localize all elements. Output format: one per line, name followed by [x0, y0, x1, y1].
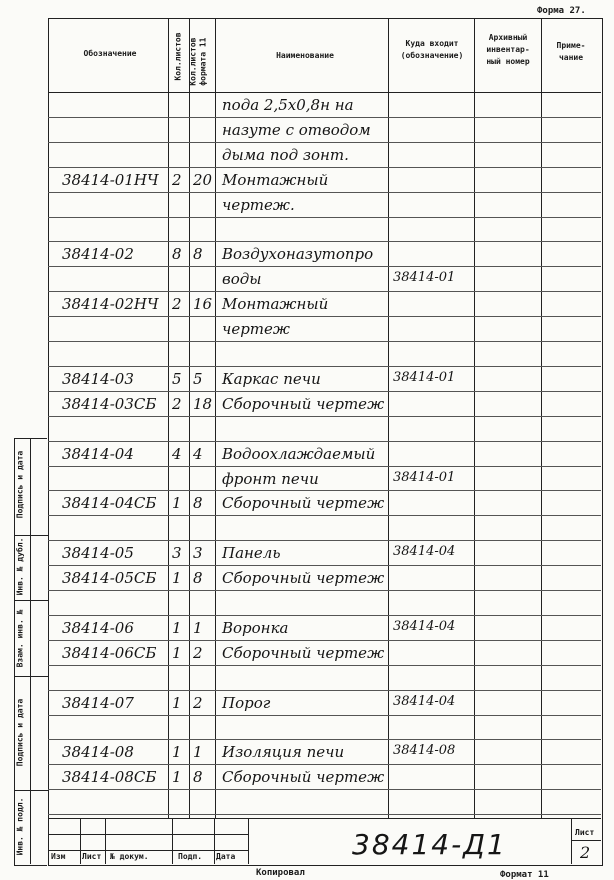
row-line	[48, 690, 601, 691]
row-line	[48, 764, 601, 765]
row-line	[48, 590, 601, 591]
row-format: 1	[193, 618, 203, 637]
row-name: Воронка	[222, 618, 289, 637]
tb-doc: № докум.	[110, 852, 149, 861]
title-block-top	[48, 818, 601, 819]
row-name: назуте с отводом	[222, 120, 371, 139]
row-designation: 38414-05	[62, 544, 134, 563]
row-line	[48, 217, 601, 218]
row-designation: 38414-03СБ	[62, 394, 157, 413]
tb-list: Лист	[82, 852, 102, 861]
row-designation: 38414-07	[62, 693, 134, 712]
side-label-inv-podl: Инв. № подл.	[15, 797, 25, 856]
row-line	[48, 441, 601, 442]
row-name: Монтажный	[222, 295, 329, 314]
col-divider	[189, 18, 190, 818]
row-line	[48, 739, 601, 740]
row-name: Изоляция печи	[222, 743, 345, 762]
row-name: фронт печи	[222, 469, 319, 488]
row-name: воды	[222, 270, 262, 289]
row-line	[48, 391, 601, 392]
header-note: Приме- чание	[556, 41, 586, 62]
row-line	[48, 715, 601, 716]
row-designation: 38414-03	[62, 369, 134, 388]
row-sheets: 1	[172, 618, 182, 637]
row-name: Сборочный чертеж	[222, 494, 385, 513]
row-line	[48, 540, 601, 541]
row-line	[48, 142, 601, 143]
tb-sheet-label: Лист	[575, 828, 595, 837]
row-designation: 38414-04	[62, 444, 134, 463]
header-archive: Архивный инвентар- ный номер	[486, 33, 530, 66]
footer-copied: Копировал	[256, 868, 305, 878]
form-label: Форма 27.	[537, 6, 586, 16]
row-where-used: 38414-08	[393, 743, 456, 759]
row-line	[48, 665, 601, 666]
col-divider	[541, 18, 542, 818]
row-format: 18	[193, 394, 213, 413]
row-line	[48, 515, 601, 516]
row-line	[48, 341, 601, 342]
header-sheets: Кол.листов	[173, 32, 183, 81]
row-name: Каркас печи	[222, 369, 321, 388]
row-format: 8	[193, 245, 203, 264]
row-name: дыма под зонт.	[222, 145, 349, 164]
row-line	[48, 789, 601, 790]
side-label-sign-date-2: Подпись и дата	[15, 698, 25, 767]
row-line	[48, 167, 601, 168]
tb-col	[214, 818, 215, 864]
row-format: 8	[193, 494, 203, 513]
row-name: чертеж.	[222, 195, 295, 214]
row-designation: 38414-06	[62, 618, 134, 637]
row-sheets: 1	[172, 743, 182, 762]
row-line	[48, 366, 601, 367]
header-name: Наименование	[276, 51, 334, 60]
row-designation: 38414-01НЧ	[62, 170, 159, 189]
row-where-used: 38414-04	[393, 618, 456, 634]
tb-col	[571, 818, 572, 864]
side-stamp-divider	[30, 438, 31, 864]
tb-col	[248, 818, 249, 864]
side-label-sign-date-1: Подпись и дата	[15, 450, 25, 519]
row-name: Сборочный чертеж	[222, 643, 385, 662]
row-where-used: 38414-04	[393, 693, 456, 709]
row-sheets: 2	[172, 394, 182, 413]
row-line	[48, 615, 601, 616]
row-sheets: 8	[172, 245, 182, 264]
row-format: 20	[193, 170, 213, 189]
footer-format: Формат 11	[500, 870, 549, 880]
row-format: 2	[193, 693, 203, 712]
row-designation: 38414-02НЧ	[62, 295, 159, 314]
row-line	[48, 490, 601, 491]
row-name: пода 2,5х0,8н на	[222, 96, 354, 114]
header-designation: Обозначение	[83, 49, 137, 58]
row-line	[48, 291, 601, 292]
row-sheets: 3	[172, 544, 182, 563]
tb-podp: Подп.	[178, 852, 203, 861]
col-divider	[168, 18, 169, 818]
tb-data: Дата	[216, 852, 236, 861]
tb-izm: Изм	[51, 852, 66, 861]
row-designation: 38414-06СБ	[62, 643, 157, 662]
row-line	[48, 117, 601, 118]
row-designation: 38414-04СБ	[62, 494, 157, 513]
tb-sheet-divider	[571, 840, 601, 841]
col-divider	[474, 18, 475, 818]
row-sheets: 5	[172, 369, 182, 388]
tb-sheet-value: 2	[580, 843, 591, 862]
tb-doc-number: 38414-Д1	[352, 828, 507, 861]
row-sheets: 1	[172, 494, 182, 513]
row-format: 5	[193, 369, 203, 388]
row-designation: 38414-08	[62, 743, 134, 762]
row-name: Монтажный	[222, 170, 329, 189]
row-name: чертеж	[222, 320, 290, 339]
row-line	[48, 466, 601, 467]
row-sheets: 2	[172, 170, 182, 189]
row-sheets: 2	[172, 295, 182, 314]
row-name: Панель	[222, 544, 281, 563]
title-block-divider	[48, 850, 248, 851]
row-where-used: 38414-01	[393, 369, 456, 385]
col-divider	[215, 18, 216, 818]
tb-col	[105, 818, 106, 864]
row-name: Порог	[222, 693, 271, 712]
row-line	[48, 241, 601, 242]
row-sheets: 4	[172, 444, 182, 463]
row-name: Воздухоназутопро	[222, 245, 374, 264]
title-block-divider	[48, 834, 248, 835]
tb-col	[172, 818, 173, 864]
row-line	[48, 640, 601, 641]
row-line	[48, 565, 601, 566]
row-format: 1	[193, 743, 203, 762]
row-where-used: 38414-01	[393, 469, 456, 485]
side-label-vzam: Взам. инв. №	[15, 609, 25, 668]
row-format: 4	[193, 444, 203, 463]
side-label-inv-dubl: Инв. № дубл.	[15, 537, 25, 596]
header-divider	[48, 92, 601, 93]
row-where-used: 38414-04	[393, 544, 456, 560]
row-format: 2	[193, 643, 203, 662]
row-line	[48, 416, 601, 417]
row-designation: 38414-05СБ	[62, 569, 157, 588]
row-line	[48, 192, 601, 193]
row-name: Сборочный чертеж	[222, 394, 385, 413]
row-sheets: 1	[172, 643, 182, 662]
header-sheets-format: Кол.листов формата 11	[188, 37, 207, 86]
row-line	[48, 316, 601, 317]
row-format: 8	[193, 768, 203, 787]
row-line	[48, 266, 601, 267]
row-where-used: 38414-01	[393, 270, 456, 286]
row-format: 8	[193, 569, 203, 588]
row-sheets: 1	[172, 768, 182, 787]
row-line	[48, 814, 601, 815]
row-sheets: 1	[172, 569, 182, 588]
row-format: 16	[193, 295, 213, 314]
row-name: Сборочный чертеж	[222, 768, 385, 787]
row-designation: 38414-02	[62, 245, 134, 264]
row-name: Водоохлаждаемый	[222, 444, 376, 463]
col-divider	[388, 18, 389, 818]
row-sheets: 1	[172, 693, 182, 712]
row-designation: 38414-08СБ	[62, 768, 157, 787]
tb-col	[80, 818, 81, 864]
header-where-used: Куда входит (обозначение)	[400, 39, 464, 60]
row-name: Сборочный чертеж	[222, 569, 385, 588]
row-format: 3	[193, 544, 203, 563]
